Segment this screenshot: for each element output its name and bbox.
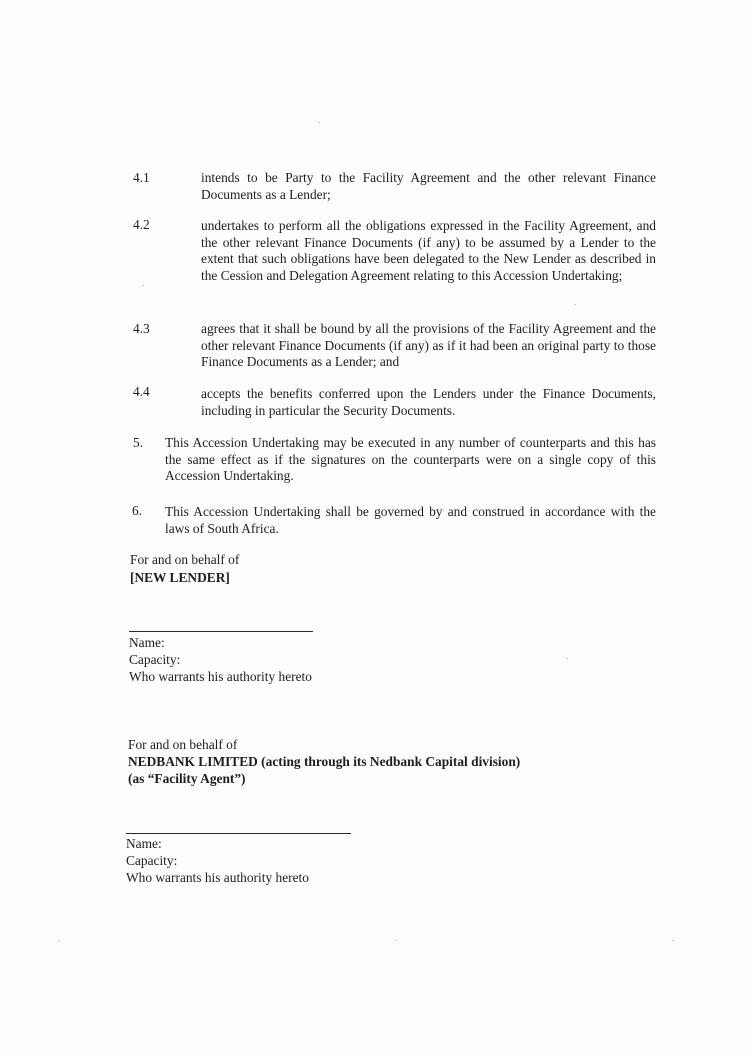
paragraph-text: This Accession Undertaking may be executed in any number of counterparts and this has the same effect as if the signatures on the counterparts were on a single copy of this Accession Undertaking. [165, 435, 656, 484]
paragraph-number: 5. [133, 435, 144, 450]
signature-line [126, 833, 351, 834]
clause-text: intends to be Party to the Facility Agreement and the other relevant Finance Documents as a Lender; [201, 170, 656, 202]
scan-speck [566, 658, 568, 659]
capacity-label: Capacity: [126, 853, 178, 868]
authority-text: Who warrants his authority hereto [129, 669, 312, 684]
paragraph-number: 6. [132, 503, 143, 518]
scan-speck [574, 304, 576, 305]
clause-number: 4.1 [133, 170, 150, 185]
paragraph-text: This Accession Undertaking shall be governed by and construed in accordance with the laws of South Africa. [165, 504, 656, 536]
scan-speck [142, 285, 144, 286]
party-role: (as “Facility Agent”) [128, 771, 246, 786]
party-name: [NEW LENDER] [130, 570, 230, 585]
on-behalf-label: For and on behalf of [130, 552, 240, 567]
clause-number: 4.2 [133, 217, 150, 232]
party-name: NEDBANK LIMITED (acting through its Nedbank Capital division) [128, 754, 521, 769]
name-label: Name: [129, 635, 165, 650]
capacity-label: Capacity: [129, 652, 181, 667]
signature-line [129, 631, 313, 632]
clause-text: agrees that it shall be bound by all the provisions of the Facility Agreement and the other relevant Finance Documents (if any) as if it had been an original party to those Finance Documents as a Lender; and [201, 321, 656, 370]
clause-text: undertakes to perform all the obligations expressed in the Facility Agreement, and the other relevant Finance Documents (if any) to be assumed by a Lender to the extent that such obligations have been delegated to the New Lender as described in the Cession and Delegation Agreement relating to this Accession Undertaking; [201, 218, 656, 283]
scan-speck [58, 940, 60, 941]
scan-speck [672, 940, 674, 941]
clause-text: accepts the benefits conferred upon the Lenders under the Finance Documents, including in particular the Security Documents. [201, 386, 656, 418]
clause-number: 4.3 [133, 321, 150, 336]
authority-text: Who warrants his authority hereto [126, 870, 309, 885]
scan-speck [395, 940, 397, 941]
name-label: Name: [126, 836, 162, 851]
scan-speck [318, 122, 320, 123]
on-behalf-label: For and on behalf of [128, 737, 238, 752]
clause-number: 4.4 [133, 384, 150, 399]
